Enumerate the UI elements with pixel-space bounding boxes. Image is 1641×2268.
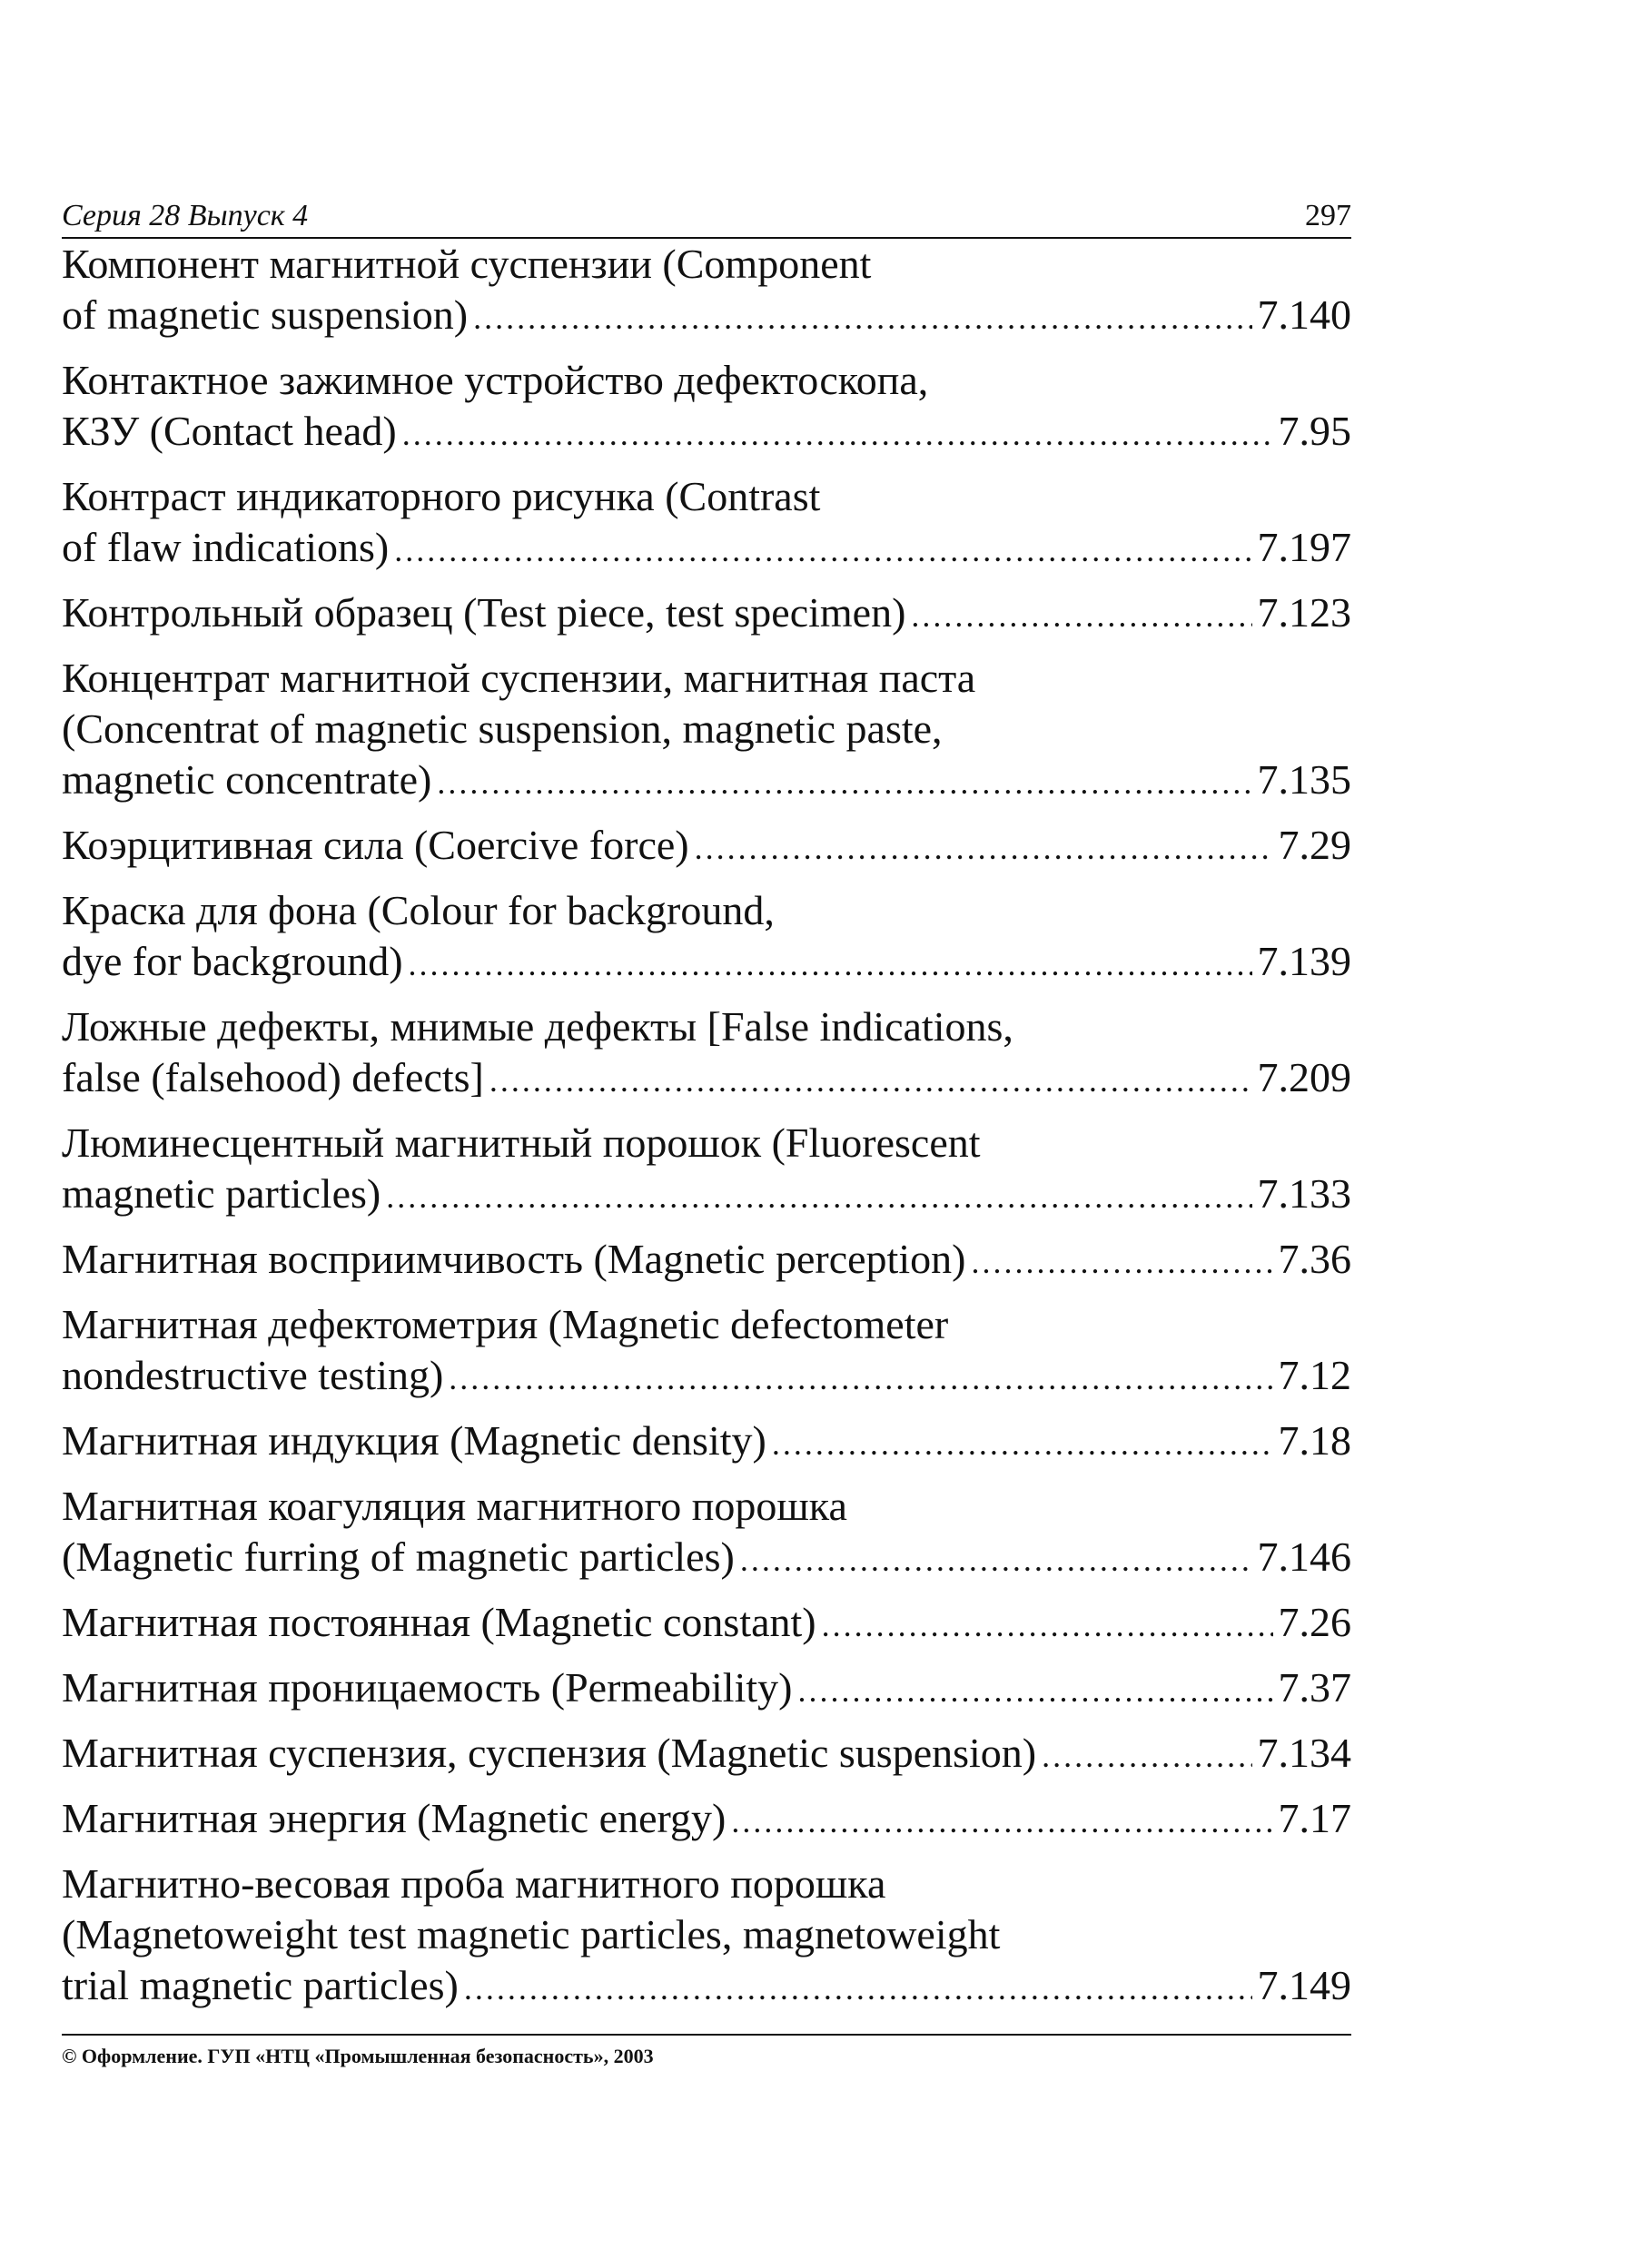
entry-last-line [62, 1234, 1351, 1287]
index-entry [62, 653, 1351, 808]
entry-term-line: Магнитная коагуляция магнитного порошка [62, 1483, 847, 1529]
entry-term-line: magnetic particles) [62, 1170, 381, 1217]
entry-reference: 7.18 [1278, 1417, 1351, 1464]
dot-leader [971, 1237, 1272, 1287]
entry-last-line [62, 1415, 1351, 1469]
dot-leader [409, 939, 1252, 990]
entry-reference: 7.135 [1257, 756, 1351, 803]
entry-term-line: Магнитная индукция (Magnetic density) [62, 1417, 766, 1464]
entry-term-line: dye for background) [62, 938, 403, 984]
entry-term-line: Магнитная постоянная (Magnetic constant) [62, 1599, 816, 1645]
index-entry [62, 885, 1351, 990]
entry-term-line: Магнитная восприимчивость (Magnetic perception) [62, 1236, 966, 1282]
entry-term-line: Компонент магнитной суспензии (Component [62, 241, 872, 287]
entry-reference: 7.140 [1257, 291, 1351, 338]
entry-reference: 7.146 [1257, 1533, 1351, 1580]
index-entry [62, 471, 1351, 576]
entry-term-line: Ложные дефекты, мнимые дефекты [False indications, [62, 1003, 1013, 1050]
entry-last-line [62, 1350, 1351, 1404]
entry-term-line: of flaw indications) [62, 524, 390, 570]
series-title: Серия 28 Выпуск 4 [62, 199, 309, 232]
index-entry [62, 1793, 1351, 1847]
dot-leader [911, 590, 1251, 641]
entry-last-line [62, 1793, 1351, 1847]
entry-last-line [62, 754, 1351, 808]
entry-last-line [62, 290, 1351, 343]
entry-last-line [62, 1960, 1351, 2014]
entry-reference: 7.123 [1257, 589, 1351, 636]
entry-reference: 7.134 [1257, 1730, 1351, 1776]
index-entry [62, 1001, 1351, 1106]
entry-last-line [62, 820, 1351, 873]
entry-term-line: Концентрат магнитной суспензии, магнитная паста [62, 655, 976, 701]
dot-leader [402, 409, 1273, 459]
index-entry [62, 1481, 1351, 1585]
index-entry [62, 1728, 1351, 1781]
entry-last-line [62, 1532, 1351, 1585]
index-entry [62, 1662, 1351, 1716]
entry-reference: 7.26 [1278, 1599, 1351, 1645]
entry-term-line: trial magnetic particles) [62, 1962, 459, 2008]
entry-reference: 7.36 [1278, 1236, 1351, 1282]
entry-term-line: Магнитная энергия (Magnetic energy) [62, 1795, 727, 1841]
dot-leader [394, 525, 1251, 576]
entry-reference: 7.149 [1257, 1962, 1351, 2008]
index-entry [62, 1597, 1351, 1651]
entry-term-line: (Concentrat of magnetic suspension, magnetic paste, [62, 705, 943, 752]
entry-last-line [62, 1052, 1351, 1106]
index-entry [62, 587, 1351, 641]
dot-leader [437, 757, 1251, 808]
dot-leader [772, 1418, 1273, 1469]
entry-reference: 7.139 [1257, 938, 1351, 984]
dot-leader [731, 1796, 1272, 1847]
entry-term-line: Магнитная проницаемость (Permeability) [62, 1664, 793, 1711]
entry-term-line: КЗУ (Contact head) [62, 408, 397, 454]
index-entry [62, 1118, 1351, 1222]
entry-term-line: Люминесцентный магнитный порошок (Fluorescent [62, 1119, 981, 1166]
index-entry [62, 239, 1351, 343]
index-entry [62, 1415, 1351, 1469]
index-entries [62, 239, 1351, 2014]
entry-reference: 7.95 [1278, 408, 1351, 454]
entry-last-line [62, 1662, 1351, 1716]
index-entry [62, 1234, 1351, 1287]
entry-last-line [62, 1728, 1351, 1781]
entry-last-line [62, 587, 1351, 641]
dot-leader [797, 1665, 1272, 1716]
entry-last-line [62, 936, 1351, 990]
page [62, 195, 1351, 2026]
entry-term-line: of magnetic suspension) [62, 291, 469, 338]
entry-term-line: Контактное зажимное устройство дефектоскопа, [62, 357, 929, 403]
dot-leader [386, 1171, 1251, 1222]
entry-last-line [62, 406, 1351, 459]
entry-reference: 7.197 [1257, 524, 1351, 570]
entry-reference: 7.17 [1278, 1795, 1351, 1841]
entry-term-line: Коэрцитивная сила (Coercive force) [62, 822, 689, 868]
dot-leader [489, 1055, 1252, 1106]
entry-last-line [62, 522, 1351, 576]
entry-reference: 7.12 [1278, 1352, 1351, 1398]
entry-reference: 7.37 [1278, 1664, 1351, 1711]
entry-reference: 7.133 [1257, 1170, 1351, 1217]
dot-leader [449, 1353, 1272, 1404]
dot-leader [822, 1600, 1273, 1651]
entry-term-line: (Magnetic furring of magnetic particles) [62, 1533, 735, 1580]
entry-term-line: false (falsehood) defects] [62, 1054, 484, 1100]
entry-term-line: (Magnetoweight test magnetic particles, magnetoweight [62, 1911, 1001, 1957]
index-entry [62, 355, 1351, 459]
running-header [62, 195, 1351, 239]
index-entry [62, 1299, 1351, 1404]
dot-leader [1042, 1731, 1251, 1781]
entry-reference: 7.209 [1257, 1054, 1351, 1100]
entry-last-line [62, 1597, 1351, 1651]
page-number: 297 [1305, 199, 1351, 232]
entry-term-line: Магнитно-весовая проба магнитного порошка [62, 1860, 886, 1907]
entry-term-line: Магнитная суспензия, суспензия (Magnetic suspension) [62, 1730, 1037, 1776]
index-entry [62, 1859, 1351, 2014]
entry-term-line: Контраст индикаторного рисунка (Contrast [62, 473, 821, 519]
entry-last-line [62, 1169, 1351, 1222]
dot-leader [464, 1963, 1252, 2014]
dot-leader [695, 823, 1273, 873]
index-entry [62, 820, 1351, 873]
dot-leader [473, 292, 1251, 343]
entry-term-line: Краска для фона (Colour for background, [62, 887, 775, 933]
dot-leader [740, 1534, 1252, 1585]
entry-term-line: magnetic concentrate) [62, 756, 432, 803]
entry-term-line: Контрольный образец (Test piece, test specimen) [62, 589, 906, 636]
entry-reference: 7.29 [1278, 822, 1351, 868]
entry-term-line: Магнитная дефектометрия (Magnetic defectometer [62, 1301, 949, 1347]
entry-term-line: nondestructive testing) [62, 1352, 444, 1398]
copyright-footer: © Оформление. ГУП «НТЦ «Промышленная безопасность», 2003 [62, 2034, 1351, 2068]
